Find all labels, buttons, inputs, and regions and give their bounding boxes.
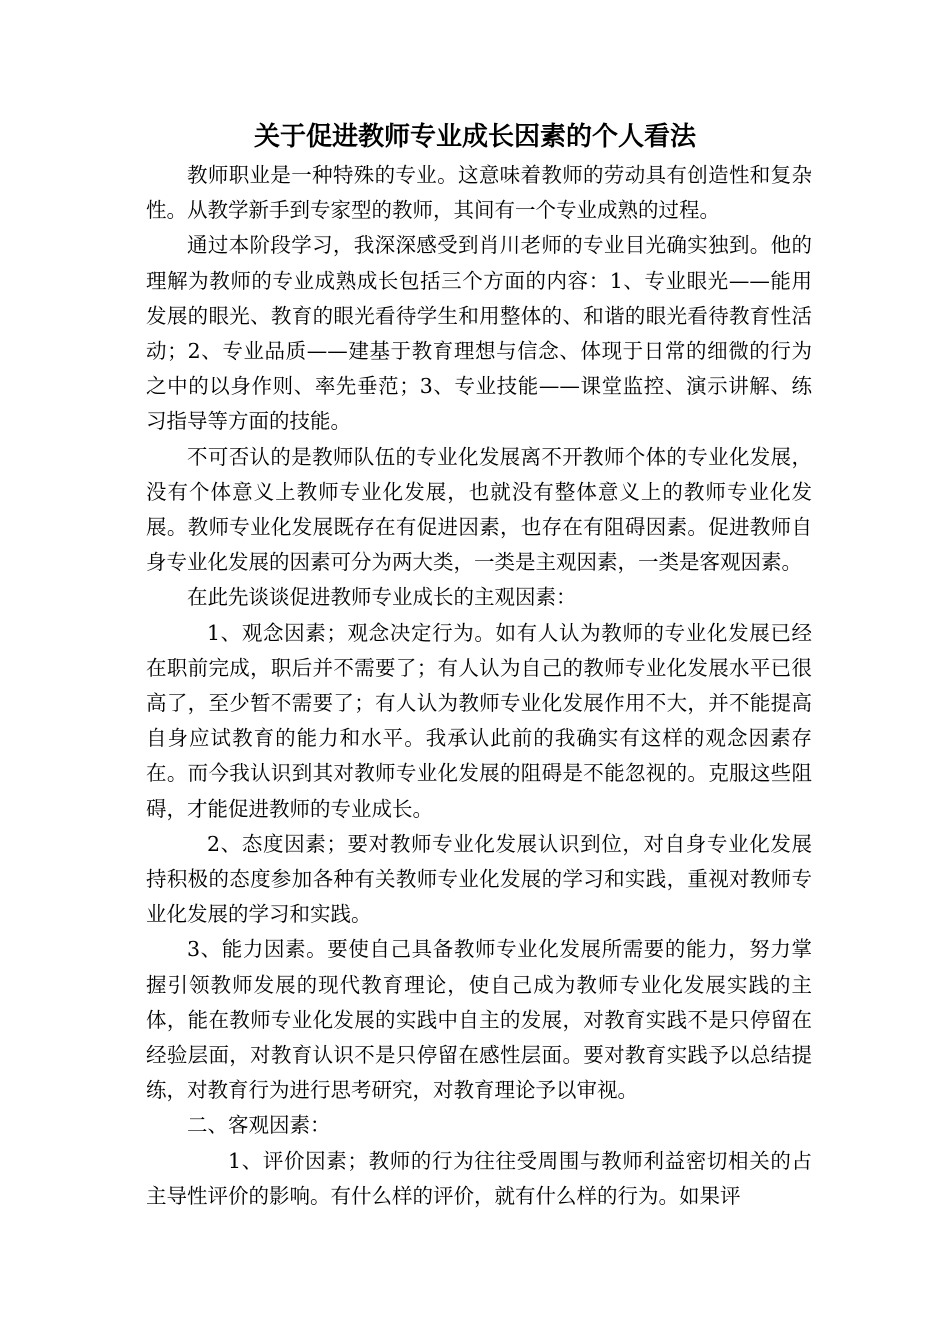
- paragraph: 二、客观因素：: [187, 1113, 331, 1138]
- paragraph: 不可否认的是教师队伍的专业化发展离不开教师个体的专业化发展，没有个体意义上教师专业化发展，也就没有整体意义上的教师专业化发展。教师专业化发展既存在有促进因素，也存在有阻碍因素。促进教师自身专业化发展的因素可分为两大类，一类是主观因素，一类是客观因素。: [146, 444, 812, 575]
- paragraph: 1、评价因素；教师的行为往往受周围与教师利益密切相关的占主导性评价的影响。有什么样的评价，就有什么样的行为。如果评: [146, 1148, 812, 1208]
- document-title: 关于促进教师专业成长因素的个人看法: [253, 122, 696, 152]
- document-body: [146, 158, 812, 1214]
- paragraph: 在此先谈谈促进教师专业成长的主观因素：: [187, 585, 577, 610]
- paragraph: 教师职业是一种特殊的专业。这意味着教师的劳动具有创造性和复杂性。从教学新手到专家型的教师，其间有一个专业成熟的过程。: [146, 163, 812, 223]
- paragraph: 2、态度因素；要对教师专业化发展认识到位，对自身专业化发展持积极的态度参加各种有关教师专业化发展的学习和实践，重视对教师专业化发展的学习和实践。: [146, 831, 812, 927]
- paragraph: 通过本阶段学习，我深深感受到肖川老师的专业目光确实独到。他的理解为教师的专业成熟成长包括三个方面的内容：1、专业眼光——能用发展的眼光、教育的眼光看待学生和用整体的、和谐的眼光看待教育性活动；2、专业品质——建基于教育理想与信念、体现于日常的细微的行为之中的以身作则、率先垂范；3、专业技能——课堂监控、演示讲解、练习指导等方面的技能。: [146, 233, 812, 434]
- paragraph: 3、能力因素。要使自己具备教师专业化发展所需要的能力，努力掌握引领教师发展的现代教育理论，使自己成为教师专业化发展实践的主体，能在教师专业化发展的实践中自主的发展，对教育实践不是只停留在经验层面，对教育认识不是只停留在感性层面。要对教育实践予以总结提练，对教育行为进行思考研究，对教育理论予以审视。: [146, 937, 812, 1103]
- paragraph: 1、观念因素；观念决定行为。如有人认为教师的专业化发展已经在职前完成，职后并不需要了；有人认为自己的教师专业化发展水平已很高了，至少暂不需要了；有人认为教师专业化发展作用不大，并不能提高自身应试教育的能力和水平。我承认此前的我确实有这样的观念因素存在。而今我认识到其对教师专业化发展的阻碍是不能忽视的。克服这些阻碍，才能促进教师的专业成长。: [146, 620, 812, 821]
